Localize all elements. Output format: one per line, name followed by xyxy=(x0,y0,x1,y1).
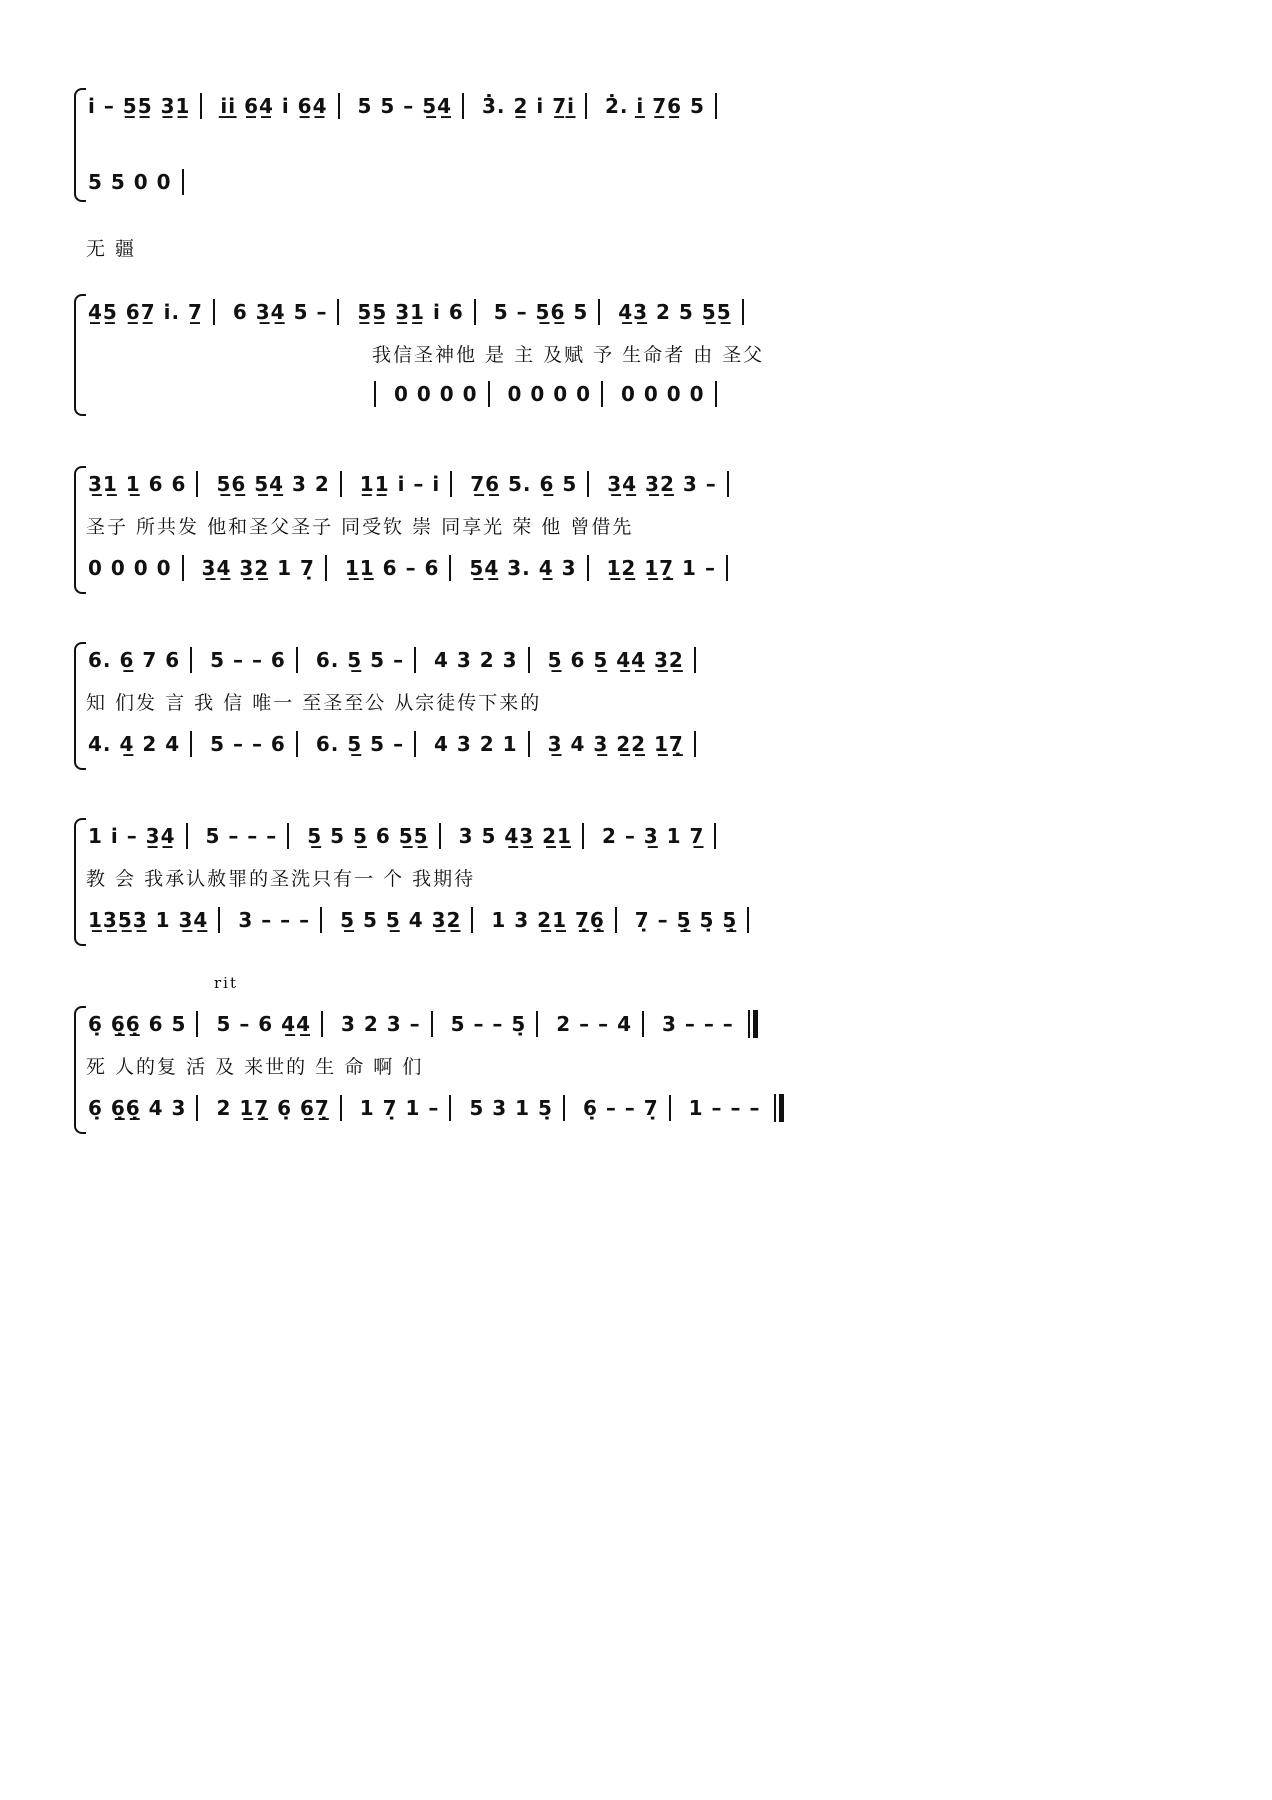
measure: 4. 4̲ 2 4 xyxy=(88,731,181,756)
barline xyxy=(615,907,617,933)
measure: 3̲1̲ 1̲ 6 6 xyxy=(88,471,187,496)
measure: 3̇. 2̲ i̇ 7̲i̲ xyxy=(482,93,575,118)
barline xyxy=(528,731,530,757)
measure: 5 – – 6 xyxy=(210,647,286,672)
barline xyxy=(747,907,749,933)
barline xyxy=(536,1011,538,1037)
barline xyxy=(642,1011,644,1037)
voice2-line xyxy=(88,730,706,760)
measure: 6̣ 6̣̲6̣̲ 6 5 xyxy=(88,1012,187,1036)
barline xyxy=(414,647,416,673)
barline xyxy=(471,907,473,933)
system-bracket xyxy=(74,466,86,594)
barline xyxy=(325,555,327,581)
barline xyxy=(296,647,298,673)
measure: 5 3 1 5̣ xyxy=(469,1096,553,1120)
barline xyxy=(338,93,340,119)
barline xyxy=(431,1011,433,1037)
measure: 6̣ – – 7̣ xyxy=(582,1096,659,1120)
measure: 0 0 0 0 xyxy=(621,381,705,406)
measure: 7̣ – 5̣̲ 5̣ 5̣̲ xyxy=(634,907,738,932)
measure: 5̲4̲ 3. 4̲ 3 xyxy=(469,555,577,580)
measure: 3̲4̲ 3̲2̲ 1 7̣ xyxy=(201,555,315,580)
measure: 5 – – 5̣ xyxy=(450,1012,527,1036)
measure: 3 – – – xyxy=(238,907,311,932)
barline xyxy=(528,647,530,673)
barline xyxy=(563,1095,565,1121)
barline xyxy=(190,731,192,757)
barline xyxy=(694,647,696,673)
measure: 2 – – 4 xyxy=(556,1012,633,1036)
measure: 7̲6̲ 5. 6̲ 5 xyxy=(470,471,578,496)
measure: 0 0 0 0 xyxy=(507,381,592,406)
barline xyxy=(374,381,376,407)
measure: 1 7̣ 1 – xyxy=(359,1096,440,1120)
measure: 3̲4̲ 3̲2̲ 3 – xyxy=(607,471,717,496)
measure: 5̲ 5 5̲ 4 3̲2̲ xyxy=(340,907,462,932)
measure: 2 – 3̲ 1 7̲ xyxy=(601,823,705,848)
voice2-line xyxy=(88,906,759,936)
measure: 5̲ 5 5̲ 6 5̲5̲ xyxy=(307,823,429,848)
lyric-line: 死 人的复 活 及 来世的 生 命 啊 们 xyxy=(86,1056,424,1078)
measure: 3 – – – xyxy=(661,1012,734,1036)
measure: 2̇. i̲ 7̲6̲ 5 xyxy=(604,93,705,118)
voice2-line xyxy=(364,380,727,410)
measure: 5 5 0 0 xyxy=(88,169,172,194)
measure: 6. 6̲ 7 6 xyxy=(88,647,181,672)
barline xyxy=(196,1011,198,1037)
barline xyxy=(742,299,744,325)
measure: 0 0 0 0 xyxy=(393,381,478,406)
measure: 5 – 5̲6̲ 5 xyxy=(493,299,589,324)
barline xyxy=(726,555,728,581)
measure: 5̲ 6 5̲ 4̲4̲ 3̲2̲ xyxy=(547,647,684,672)
measure: 0 0 0 0 xyxy=(88,555,172,580)
measure: 3̲ 4 3̲ 2̲2̲ 1̲7̣̲ xyxy=(547,731,684,756)
lyric-line: 教 会 我承认赦罪的圣洗只有一 个 我期待 xyxy=(86,868,476,890)
measure: i̲i̲ 6̲4̲ i̇ 6̲4̲ xyxy=(220,93,328,118)
system-bracket xyxy=(74,642,86,770)
measure: 6. 5̲ 5 – xyxy=(315,647,405,672)
voice2-line xyxy=(88,554,738,584)
barline xyxy=(587,555,589,581)
voice1-line xyxy=(88,92,727,122)
system-bracket xyxy=(74,818,86,946)
voice1-line xyxy=(88,470,739,500)
system-bracket xyxy=(74,88,86,202)
barline xyxy=(598,299,600,325)
measure: 5 – – – xyxy=(205,823,278,848)
lyric-line: 我信圣神他 是 主 及赋 予 生命者 由 圣父 xyxy=(372,344,765,366)
barline xyxy=(449,555,451,581)
barline xyxy=(694,731,696,757)
measure: 1 i̇ – 3̲4̲ xyxy=(88,823,176,848)
barline xyxy=(296,731,298,757)
barline xyxy=(601,381,603,407)
barline xyxy=(320,907,322,933)
voice2-line xyxy=(88,1094,784,1124)
measure: 1̲1̲ 6 – 6 xyxy=(344,555,440,580)
barline xyxy=(462,93,464,119)
measure: 4̲3̲ 2 5 5̲5̲ xyxy=(618,299,732,324)
final-barline xyxy=(748,1010,758,1038)
barline xyxy=(439,823,441,849)
measure: 5 – 6 4̲4̲ xyxy=(216,1012,311,1036)
measure: 4 3 2 3 xyxy=(434,647,518,672)
barline xyxy=(340,471,342,497)
barline xyxy=(450,471,452,497)
barline xyxy=(715,93,717,119)
system-bracket xyxy=(74,294,86,416)
barline xyxy=(200,93,202,119)
measure: 1̲3̲5̲3̲ 1 3̲4̲ xyxy=(88,907,209,932)
measure: 4 3 2 1 xyxy=(434,731,518,756)
measure: 4̲5̲ 6̲7̲ i̇. 7̲ xyxy=(88,299,203,324)
barline xyxy=(449,1095,451,1121)
voice1-line xyxy=(88,1010,758,1040)
barline xyxy=(669,1095,671,1121)
barline xyxy=(213,299,215,325)
measure: 5̲6̲ 5̲4̲ 3 2 xyxy=(216,471,330,496)
voice1-line xyxy=(88,298,754,328)
barline xyxy=(474,299,476,325)
lyric-line: 无 疆 xyxy=(86,238,137,260)
barline xyxy=(182,169,184,195)
measure: 5 5 – 5̲4̲ xyxy=(357,93,453,118)
barline xyxy=(587,471,589,497)
measure: 5̲5̲ 3̲1̲ i̇ 6 xyxy=(357,299,464,324)
barline xyxy=(582,823,584,849)
final-barline xyxy=(774,1094,784,1122)
voice1-line xyxy=(88,822,726,852)
system-bracket xyxy=(74,1006,86,1134)
tempo-marking: rit xyxy=(214,974,238,992)
barline xyxy=(287,823,289,849)
measure: 1 3 2̲1̲ 7̣̲6̣̲ xyxy=(491,907,605,932)
barline xyxy=(196,471,198,497)
barline xyxy=(182,555,184,581)
measure: i̇ – 5̲5̲ 3̲1̲ xyxy=(88,93,191,118)
measure: 6. 5̲ 5 – xyxy=(315,731,405,756)
barline xyxy=(218,907,220,933)
measure: 2 1̲7̣̲ 6̣ 6̲7̣̲ xyxy=(216,1096,330,1120)
barline xyxy=(337,299,339,325)
measure: 3 2 3 – xyxy=(340,1012,421,1036)
barline xyxy=(715,381,717,407)
barline xyxy=(585,93,587,119)
barline xyxy=(727,471,729,497)
measure: 1̲1̲ i̇ – i̇ xyxy=(359,471,441,496)
measure: 5 – – 6 xyxy=(210,731,286,756)
voice1-line xyxy=(88,646,706,676)
barline xyxy=(196,1095,198,1121)
barline xyxy=(321,1011,323,1037)
measure: 6̣ 6̣̲6̣̲ 4 3 xyxy=(88,1096,187,1120)
measure: 3 5 4̲3̲ 2̲1̲ xyxy=(458,823,572,848)
barline xyxy=(186,823,188,849)
measure: 1̲2̲ 1̲7̣̲ 1 – xyxy=(606,555,716,580)
lyric-line: 圣子 所共发 他和圣父圣子 同受钦 崇 同享光 荣 他 曾借先 xyxy=(86,516,634,538)
barline xyxy=(190,647,192,673)
barline xyxy=(414,731,416,757)
measure: 1 – – – xyxy=(688,1096,761,1120)
barline xyxy=(488,381,490,407)
voice2-line xyxy=(88,168,194,198)
measure: 6 3̲4̲ 5 – xyxy=(232,299,328,324)
barline xyxy=(714,823,716,849)
lyric-line: 知 们发 言 我 信 唯一 至圣至公 从宗徒传下来的 xyxy=(86,692,542,714)
barline xyxy=(340,1095,342,1121)
